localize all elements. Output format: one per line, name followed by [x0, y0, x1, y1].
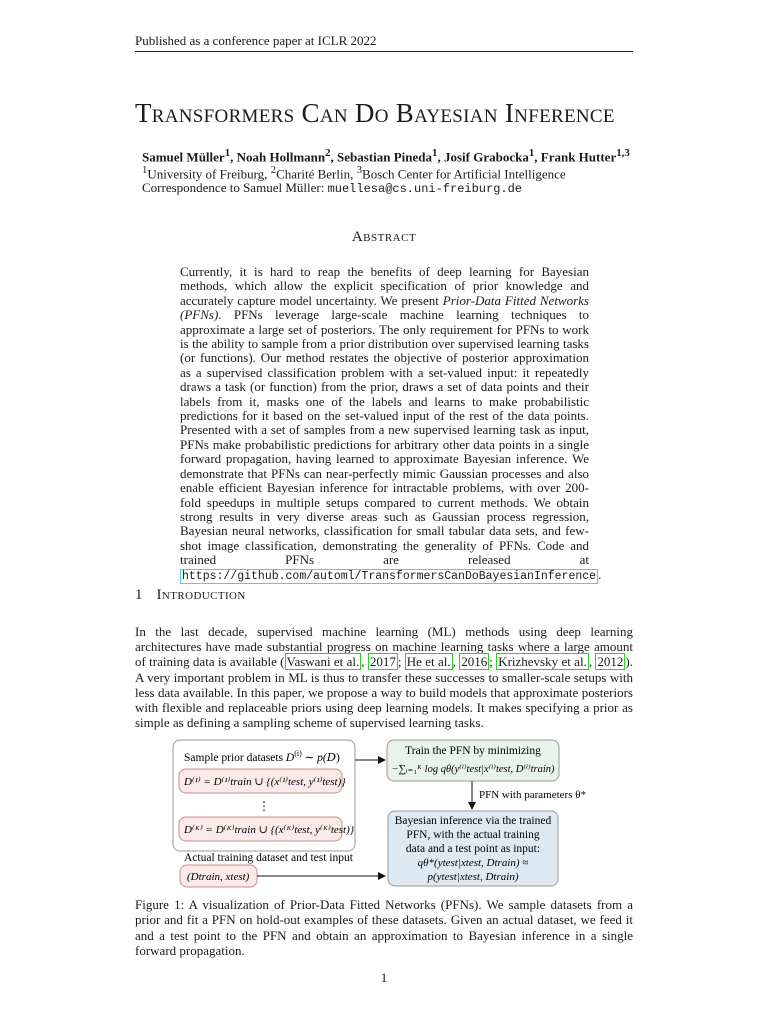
citation-sep: ; — [489, 654, 497, 670]
dataset-1-formula: D⁽¹⁾ = D⁽¹⁾train ∪ {(x⁽¹⁾test, y⁽¹⁾test)} — [184, 776, 346, 788]
inference-line-5: p(ytest|xtest, Dtrain) — [427, 871, 519, 883]
correspondence — [142, 180, 522, 196]
page-number: 1 — [380, 970, 388, 985]
inference-line-1: Bayesian inference via the trained — [394, 815, 552, 827]
citation-link[interactable]: 2017 — [369, 654, 396, 670]
correspondence-email[interactable]: muellesa@cs.uni-freiburg.de — [327, 182, 523, 196]
affil-name: University of Freiburg, — [147, 166, 271, 182]
abstract-heading: Abstract — [351, 229, 417, 245]
affil-name: Bosch Center for Artificial Intelligence — [362, 166, 566, 182]
intro-paragraph — [135, 624, 633, 730]
paper-title: Transformers Can Do Bayesian Inference — [135, 98, 615, 128]
affil-sup: 3 — [356, 164, 363, 176]
dataset-k-formula: D⁽ᴷ⁾ = D⁽ᴷ⁾train ∪ {(x⁽ᴷ⁾test, y⁽ᴷ⁾test)} — [184, 824, 355, 836]
author-sup: 1 — [432, 147, 438, 159]
citation-sep: , — [588, 654, 596, 670]
inference-line-3: data and a test point as input: — [405, 843, 541, 855]
affil-sup: 2 — [270, 164, 277, 176]
citation-sep: ; — [397, 654, 405, 670]
pfn-diagram — [170, 735, 587, 890]
affil-name: Charité Berlin, — [276, 166, 357, 182]
intro-text: ). A very important problem in ML is thus to transfer these successes to smaller-scale setups with less data available. In this paper, we propose a way to build models that approximate posteriors with flexible and replaceable priors using deep learning models. It makes specifying a prior as simple as defining a sampling scheme of supervised learning tasks. — [135, 654, 633, 731]
running-header: Published as a conference paper at ICLR 2022 — [135, 33, 377, 48]
author-name: Frank Hutter — [540, 149, 617, 165]
author-sup: 2 — [325, 147, 331, 159]
train-line-2: −∑ᵢ₌₁ᴷ log qθ(y⁽ⁱ⁾test|x⁽ⁱ⁾test, D⁽ⁱ⁾train) — [391, 764, 555, 775]
citation-link[interactable]: 2016 — [461, 654, 488, 670]
sample-label: Sample prior datasets $D^{(i)}$ ∼ p(D) — [184, 749, 340, 764]
figure-caption: Figure 1: A visualization of Prior-Data Fitted Networks (PFNs). We sample datasets from a prior and fit a PFN on hold-out examples of these datasets. Given an actual dataset, we feed it and a test point to the PFN and obtain an approximation to Bayesian inference in a single forward propagation. — [135, 897, 633, 959]
intro-text: In the last decade, supervised machine learning (ML) methods using deep learning architectures have made substantial progress on machine learning tasks where a large amount of training data is available ( — [135, 624, 633, 670]
author-name: Josif Grabocka — [443, 149, 529, 165]
citation-link[interactable]: Vaswani et al. — [286, 654, 360, 670]
citation-link[interactable]: Krizhevsky et al. — [498, 654, 587, 670]
inference-line-2: PFN, with the actual training — [406, 829, 540, 841]
section-number: 1 — [135, 587, 143, 603]
code-link[interactable]: https://github.com/automl/TransformersCanDoBayesianInference — [182, 569, 597, 583]
abstract-emphasis: Prior-Data Fitted Networks (PFNs) — [180, 292, 589, 323]
abstract-text: Currently, it is hard to reap the benefits of deep learning for Bayesian methods, which allow the explicit specification of prior knowledge and accurately capture model uncertainty. We present — [180, 264, 589, 308]
header-rule — [135, 51, 633, 52]
citation-sep: , — [452, 654, 460, 670]
author-list: Samuel Müller$^1$, Noah Hollmann$^2$, Sebastian Pineda$^1$, Josif Grabocka$^1$, Frank Hutter$^{1,3}$ — [142, 147, 630, 165]
abstract-text: . PFNs leverage large-scale machine learning techniques to approximate a large set of posteriors. The only requirement for PFNs to work is the ability to sample from a prior distribution over supervised learning tasks (or functions). Our method restates the objective of posterior approximation as a supervised classification problem with a set-valued input: it repeatedly draws a task (or function) from the prior, draws a set of data points and their labels from it, masks one of the labels and learns to make probabilistic predictions for it based on the set-valued input of the rest of the data points. Presented with a set of samples from a new supervised learning task as input, PFNs make probabilistic predictions for arbitrary other data points in a single forward propagation, having learned to approximate Bayesian inference. We demonstrate that PFNs can near-perfectly mimic Gaussian processes and also enable efficient Bayesian inference for intractable problems, with over 200-fold speedups in multiple setups compared to current methods. We obtain strong results in very diverse areas such as Gaussian process regression, Bayesian neural networks, classification for small tabular data sets, and few-shot image classification, demonstrating the generality of PFNs. Code and trained PFNs are released at — [180, 307, 589, 568]
actual-dataset-label: Actual training dataset and test input — [184, 852, 353, 864]
correspondence-label: Correspondence to Samuel Müller: — [142, 180, 328, 195]
dataset-ellipsis: ⋮ — [258, 799, 270, 813]
author-name: Noah Hollmann — [236, 149, 326, 165]
author-name: Samuel Müller — [142, 149, 225, 165]
affil-sup: 1 — [142, 164, 148, 176]
params-label: PFN with parameters θ* — [479, 789, 587, 801]
train-line-1: Train the PFN by minimizing — [405, 745, 541, 757]
citation-sep: , — [361, 654, 368, 670]
inference-line-4: qθ*(ytest|xtest, Dtrain) ≈ — [417, 857, 529, 869]
abstract-end: . — [598, 566, 602, 582]
section-heading — [135, 587, 246, 604]
section-title: Introduction — [156, 587, 246, 603]
actual-dataset-formula: (Dtrain, xtest) — [187, 871, 250, 883]
author-name: Sebastian Pineda — [337, 149, 433, 165]
author-sup: 1 — [528, 147, 535, 159]
abstract-body — [180, 264, 602, 584]
author-sup: 1,3 — [616, 147, 630, 159]
citation-link[interactable]: He et al. — [406, 654, 451, 670]
citation-link[interactable]: 2012 — [597, 654, 624, 670]
author-sup: 1 — [224, 147, 231, 159]
